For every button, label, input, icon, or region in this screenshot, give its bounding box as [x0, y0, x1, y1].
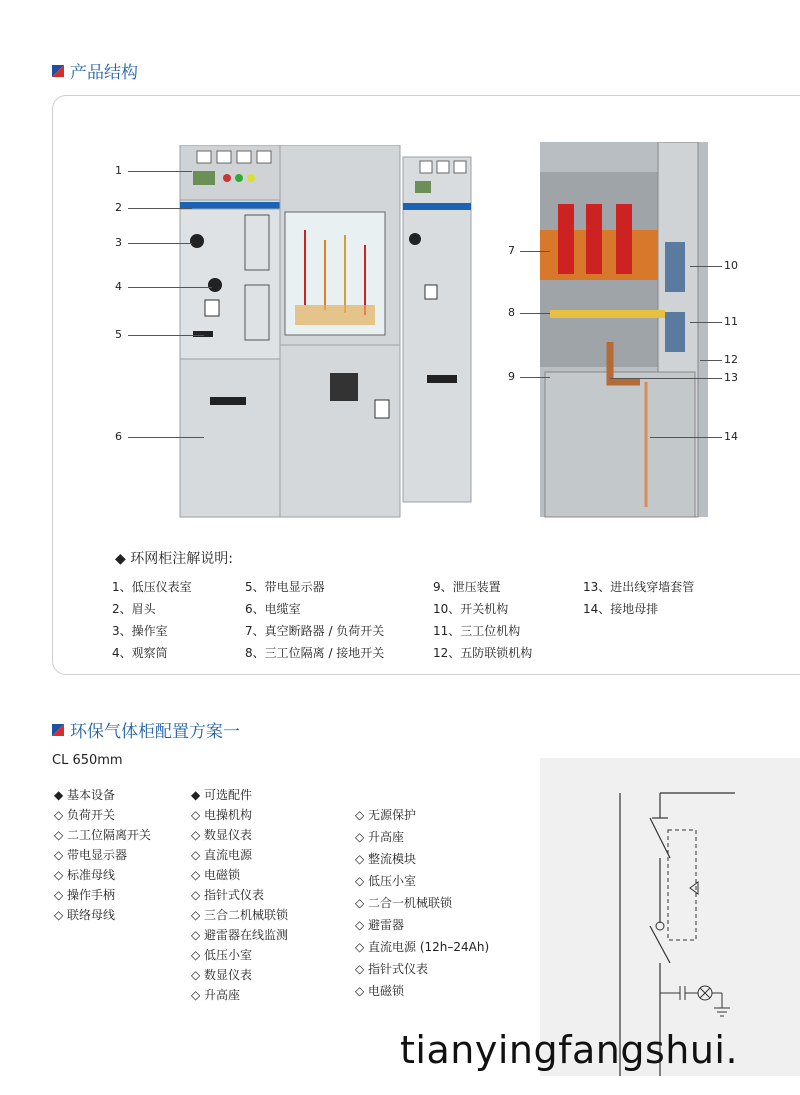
flag-icon — [52, 65, 64, 77]
list-item: ◇ 三合二机械联锁 — [191, 908, 289, 922]
section-title-text: 产品结构 — [70, 63, 138, 83]
switchgear-front-illustration — [175, 145, 475, 520]
list-item: ◇ 避雷器 — [355, 918, 405, 932]
list-item: ◇ 升高座 — [355, 830, 405, 844]
legend-item: 13、进出线穿墙套管 — [583, 580, 695, 594]
legend-item: 8、三工位隔离 / 接地开关 — [245, 646, 385, 660]
list-item: ◇ 指针式仪表 — [355, 962, 429, 976]
list-item: ◇ 电磁锁 — [191, 868, 241, 882]
list-item: ◇ 数显仪表 — [191, 828, 253, 842]
list-item: ◇ 电操机构 — [191, 808, 253, 822]
callout-9: 9 — [508, 370, 515, 383]
list-item: ◇ 升高座 — [191, 988, 241, 1002]
legend-item: 2、眉头 — [112, 602, 156, 616]
callout-line — [690, 266, 722, 267]
list-item: ◇ 直流电源 — [191, 848, 253, 862]
callout-line — [128, 243, 192, 244]
callout-1: 1 — [115, 164, 122, 177]
callout-8: 8 — [508, 306, 515, 319]
callout-line — [128, 335, 204, 336]
callout-2: 2 — [115, 201, 122, 214]
section-title-text: 环保气体柜配置方案一 — [70, 722, 240, 742]
callout-line — [520, 313, 550, 314]
list-item: ◇ 整流模块 — [355, 852, 417, 866]
list-item: ◇ 标准母线 — [54, 868, 116, 882]
legend-item: 12、五防联锁机构 — [433, 646, 533, 660]
callout-line — [520, 251, 550, 252]
optional-heading: ◆ 可选配件 — [191, 788, 253, 802]
callout-10: 10 — [724, 259, 738, 272]
callout-4: 4 — [115, 280, 122, 293]
section-title-structure — [52, 58, 138, 83]
legend-item: 9、泄压装置 — [433, 580, 501, 594]
callout-12: 12 — [724, 353, 738, 366]
callout-6: 6 — [115, 430, 122, 443]
legend-item: 3、操作室 — [112, 624, 168, 638]
list-item: ◇ 二合一机械联锁 — [355, 896, 453, 910]
list-item: ◇ 避雷器在线监测 — [191, 928, 289, 942]
callout-line — [520, 377, 550, 378]
callout-line — [700, 360, 722, 361]
list-item: ◇ 无源保护 — [355, 808, 417, 822]
callout-line — [128, 287, 212, 288]
callout-line — [128, 437, 204, 438]
dimension-label: CL 650mm — [52, 753, 123, 768]
callout-13: 13 — [724, 371, 738, 384]
legend-item: 11、三工位机构 — [433, 624, 521, 638]
list-item: ◇ 负荷开关 — [54, 808, 116, 822]
callout-11: 11 — [724, 315, 738, 328]
list-item: ◇ 数显仪表 — [191, 968, 253, 982]
list-item: ◇ 低压小室 — [191, 948, 253, 962]
legend-item: 7、真空断路器 / 负荷开关 — [245, 624, 385, 638]
basic-heading: ◆ 基本设备 — [54, 788, 116, 802]
legend-item: 5、带电显示器 — [245, 580, 325, 594]
callout-line — [128, 171, 192, 172]
list-item: ◇ 低压小室 — [355, 874, 417, 888]
callout-line — [690, 322, 722, 323]
list-item: ◇ 二工位隔离开关 — [54, 828, 152, 842]
legend-item: 6、电缆室 — [245, 602, 301, 616]
watermark-text: tianyingfangshui. — [400, 1028, 739, 1072]
callout-14: 14 — [724, 430, 738, 443]
list-item: ◇ 带电显示器 — [54, 848, 128, 862]
callout-line — [650, 437, 722, 438]
legend-item: 10、开关机构 — [433, 602, 509, 616]
section-title-config — [52, 717, 240, 742]
legend-heading: ◆ 环网柜注解说明: — [115, 551, 233, 567]
callout-3: 3 — [115, 236, 122, 249]
legend-item: 4、观察筒 — [112, 646, 168, 660]
callout-line — [128, 208, 192, 209]
list-item: ◇ 指针式仪表 — [191, 888, 265, 902]
legend-item: 1、低压仪表室 — [112, 580, 192, 594]
list-item: ◇ 操作手柄 — [54, 888, 116, 902]
callout-line — [610, 378, 722, 379]
list-item: ◇ 联络母线 — [54, 908, 116, 922]
list-item: ◇ 电磁锁 — [355, 984, 405, 998]
legend-item: 14、接地母排 — [583, 602, 659, 616]
list-item: ◇ 直流电源 (12h–24Ah) — [355, 940, 490, 954]
switchgear-section-illustration — [540, 142, 708, 520]
flag-icon — [52, 724, 64, 736]
callout-7: 7 — [508, 244, 515, 257]
callout-5: 5 — [115, 328, 122, 341]
